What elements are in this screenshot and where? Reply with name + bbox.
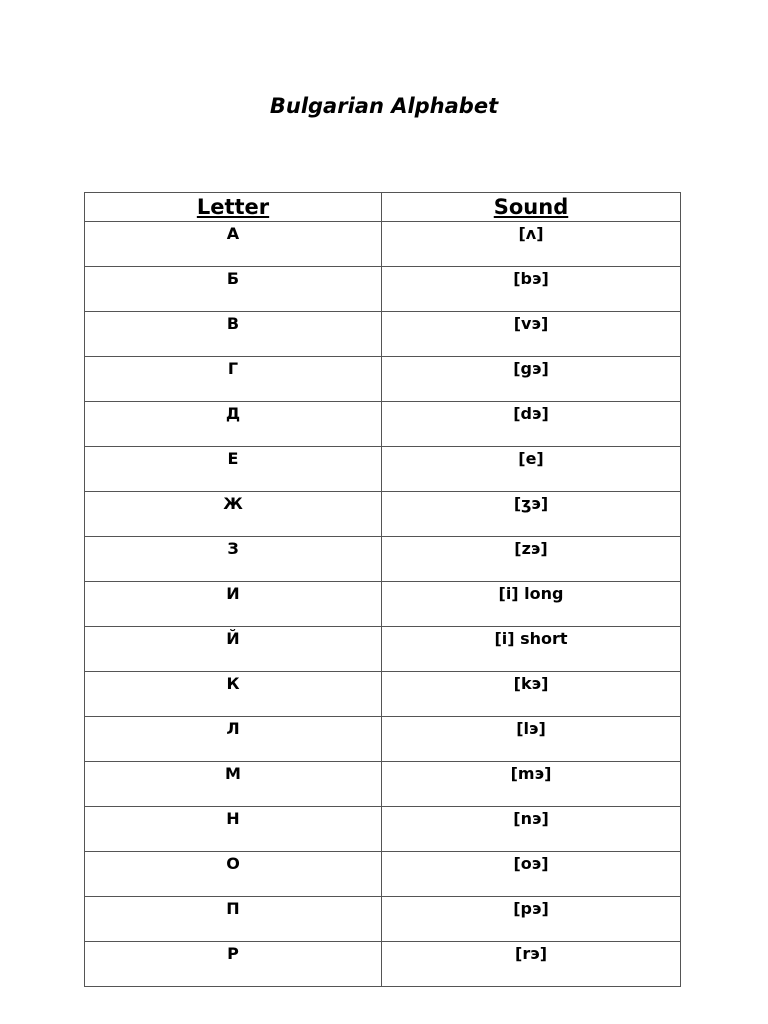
table-row	[85, 537, 681, 582]
letter-cell: Е	[85, 447, 382, 492]
alphabet-table	[84, 192, 681, 987]
letter-cell: П	[85, 897, 382, 942]
column-header-letter: Letter	[85, 193, 382, 222]
sound-cell: [zэ]	[382, 537, 681, 582]
letter-cell: А	[85, 222, 382, 267]
table-row	[85, 627, 681, 672]
column-header-sound: Sound	[382, 193, 681, 222]
table-row	[85, 762, 681, 807]
sound-cell: [vэ]	[382, 312, 681, 357]
table-row	[85, 267, 681, 312]
letter-cell: Ж	[85, 492, 382, 537]
table-header-row	[85, 193, 681, 222]
letter-cell: И	[85, 582, 382, 627]
letter-cell: З	[85, 537, 382, 582]
table-row	[85, 357, 681, 402]
table-row	[85, 222, 681, 267]
table-row	[85, 312, 681, 357]
table-row	[85, 852, 681, 897]
letter-cell: Л	[85, 717, 382, 762]
letter-cell: Й	[85, 627, 382, 672]
sound-cell: [rэ]	[382, 942, 681, 987]
table-row	[85, 717, 681, 762]
sound-cell: [i] long	[382, 582, 681, 627]
sound-cell: [e]	[382, 447, 681, 492]
page-title: Bulgarian Alphabet	[269, 94, 499, 118]
table-row	[85, 447, 681, 492]
table-row	[85, 492, 681, 537]
letter-cell: Б	[85, 267, 382, 312]
table-row	[85, 672, 681, 717]
sound-cell: [oэ]	[382, 852, 681, 897]
sound-cell: [lэ]	[382, 717, 681, 762]
letter-cell: В	[85, 312, 382, 357]
table-row	[85, 582, 681, 627]
sound-cell: [kэ]	[382, 672, 681, 717]
letter-cell: Г	[85, 357, 382, 402]
letter-cell: Р	[85, 942, 382, 987]
sound-cell: [ʒэ]	[382, 492, 681, 537]
letter-cell: О	[85, 852, 382, 897]
sound-cell: [mэ]	[382, 762, 681, 807]
sound-cell: [i] short	[382, 627, 681, 672]
sound-cell: [pэ]	[382, 897, 681, 942]
table-row	[85, 402, 681, 447]
sound-cell: [bэ]	[382, 267, 681, 312]
sound-cell: [gэ]	[382, 357, 681, 402]
table-row	[85, 897, 681, 942]
table-row	[85, 807, 681, 852]
letter-cell: К	[85, 672, 382, 717]
letter-cell: М	[85, 762, 382, 807]
sound-cell: [ʌ]	[382, 222, 681, 267]
table-row	[85, 942, 681, 987]
letter-cell: Н	[85, 807, 382, 852]
letter-cell: Д	[85, 402, 382, 447]
sound-cell: [dэ]	[382, 402, 681, 447]
sound-cell: [nэ]	[382, 807, 681, 852]
